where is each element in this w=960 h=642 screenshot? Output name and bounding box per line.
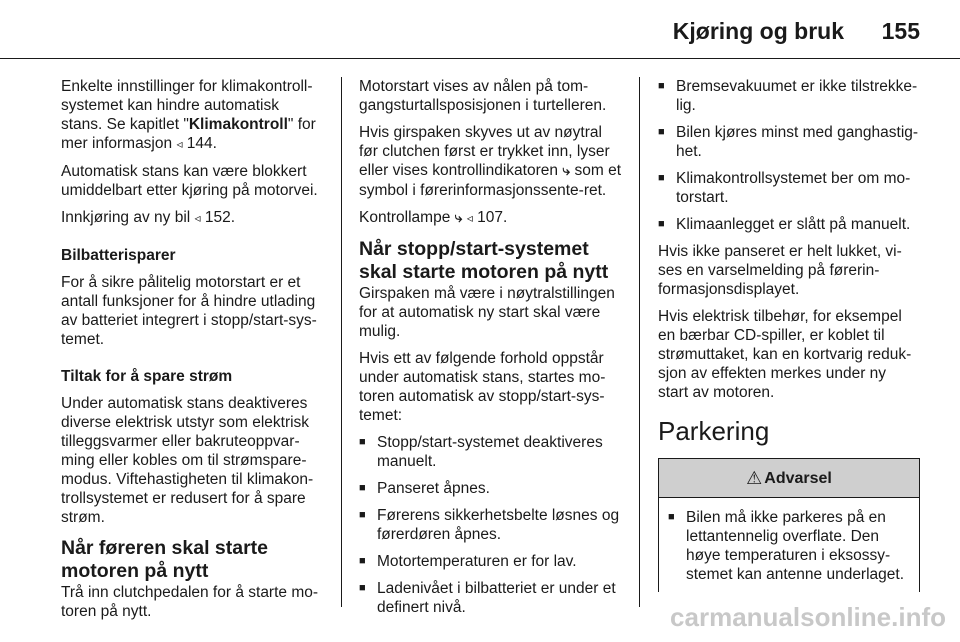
page-ref[interactable]: 107.: [477, 209, 508, 226]
page-ref-icon: ◃: [194, 211, 201, 225]
list-item: [658, 77, 920, 115]
paragraph: [61, 208, 324, 228]
warning-body: [659, 498, 919, 592]
paragraph: Hvis ett av følgende forhold oppstår under automatisk stans, startes mo-toren automatisk av stopp/start-sys-temet:: [359, 350, 606, 424]
list-item: [359, 579, 622, 617]
text: Hvis girspaken skyves ut av nøytral før clutchen først er trykket inn, lyser eller vises kontrollindikatoren: [359, 124, 610, 179]
list-item-text: Bremsevakuumet er ikke tilstrekke-lig.: [676, 78, 918, 114]
bullet-icon: ■: [658, 80, 665, 92]
subheading: Tiltak for å spare strøm: [61, 368, 233, 385]
column-3: [658, 77, 920, 592]
subheading: Bilbatterisparer: [61, 247, 176, 264]
list-item: [658, 215, 920, 234]
column-divider-1: [341, 77, 342, 607]
warning-header: [659, 458, 919, 498]
section-heading: Når stopp/start-systemet skal starte motoren på nytt: [359, 238, 609, 283]
list-item-text: Klimaanlegget er slått på manuelt.: [676, 216, 911, 233]
list-item-text: Ladenivået i bilbatteriet er under et definert nivå.: [377, 580, 616, 616]
list-item-text: Bilen må ikke parkeres på en lettantennelig overflate. Den høye temperaturen i eksossy-stemet kan antenne underlaget.: [686, 509, 905, 583]
paragraph: [61, 77, 324, 154]
paragraph: [359, 208, 622, 228]
list-item-text: Panseret åpnes.: [377, 480, 490, 497]
bullet-icon: ■: [359, 582, 366, 594]
text: " for mer informasjon: [61, 116, 316, 152]
paragraph: Motorstart vises av nålen på tom-gangsturtallsposisjonen i turtelleren.: [359, 78, 607, 114]
list-item: [359, 479, 622, 498]
text: Kontrollampe: [359, 209, 451, 226]
warning-box: [658, 458, 920, 592]
bold-link-text: Klimakontroll: [188, 116, 288, 133]
bullet-icon: ■: [658, 126, 665, 138]
paragraph: Automatisk stans kan være blokkert umiddelbart etter kjøring på motorvei.: [61, 163, 318, 199]
page-ref[interactable]: 144.: [186, 135, 217, 152]
bullet-icon: ■: [359, 509, 366, 521]
text: Innkjøring av ny bil: [61, 209, 191, 226]
bullet-icon: ■: [668, 511, 675, 523]
warning-title: Advarsel: [764, 469, 832, 487]
page-ref-icon: ◃: [466, 211, 473, 225]
column-divider-2: [639, 77, 640, 607]
list-item-text: Førerens sikkerhetsbelte løsnes og førerdøren åpnes.: [377, 507, 620, 543]
text: Enkelte innstillinger for klimakontroll-systemet kan hindre automatisk stans. Se kapitlet ": [61, 78, 313, 133]
page-number: 155: [881, 18, 920, 44]
bullet-icon: ■: [658, 172, 665, 184]
list-item-text: Klimakontrollsystemet ber om mo-torstart.: [676, 170, 911, 206]
list-item: [658, 169, 920, 207]
paragraph: Trå inn clutchpedalen for å starte mo-toren på nytt.: [61, 584, 319, 620]
bullet-icon: ■: [359, 555, 366, 567]
section-heading-parkering: Parkering: [658, 416, 770, 446]
paragraph: Girspaken må være i nøytralstillingen for at automatisk ny start skal være mulig.: [359, 285, 615, 340]
page-ref[interactable]: 152.: [204, 209, 236, 226]
paragraph: Hvis ikke panseret er helt lukket, vi-ses en varselmelding på førerin-formasjonsdisplayet.: [658, 243, 902, 298]
list-item: [359, 552, 622, 571]
list-item-text: Stopp/start-systemet deaktiveres manuelt.: [377, 434, 603, 470]
bullet-icon: ■: [359, 482, 366, 494]
bullet-icon: ■: [359, 436, 366, 448]
paragraph: [359, 123, 622, 200]
page-title: Kjøring og bruk: [672, 18, 844, 44]
section-heading: Når føreren skal starte motoren på nytt: [61, 537, 269, 582]
paragraph: For å sikre pålitelig motorstart er et antall funksjoner for å hindre utlading av batteriet integrert i stopp/start-sys-temet.: [61, 274, 317, 348]
page-header: [0, 0, 960, 58]
header-rule: [0, 58, 960, 59]
paragraph: Hvis elektrisk tilbehør, for eksempel en bærbar CD-spiller, er koblet til strømuttaket, kan en kortvarig reduk-sjon av effekten merkes under ny start av motoren.: [658, 308, 912, 401]
page-ref-icon: ◃: [176, 137, 183, 151]
list-item-text: Bilen kjøres minst med ganghastig-het.: [676, 124, 919, 160]
text: som et symbol i førerinformasjonssente-ret.: [359, 162, 621, 199]
column-1: [61, 77, 324, 629]
car-indicator-icon: ⤷: [562, 163, 571, 179]
warning-icon: ⚠: [746, 467, 763, 489]
car-indicator-icon: ⤷: [454, 210, 463, 226]
column-2: [359, 77, 622, 625]
list-item-text: Motortemperaturen er for lav.: [377, 553, 577, 570]
watermark: carmanualsonline.info: [670, 602, 946, 632]
list-item: [658, 123, 920, 161]
paragraph: Under automatisk stans deaktiveres diverse elektrisk utstyr som elektrisk tilleggsvarmer eller bakruteoppvar-ming eller kobles om til strømspare-modus. Viftehastigheten til klimakon-trollsystemet er redusert for å spare strøm.: [61, 395, 314, 526]
list-item: [668, 508, 915, 584]
bullet-icon: ■: [658, 218, 665, 230]
list-item: [359, 506, 622, 544]
list-item: [359, 433, 622, 471]
